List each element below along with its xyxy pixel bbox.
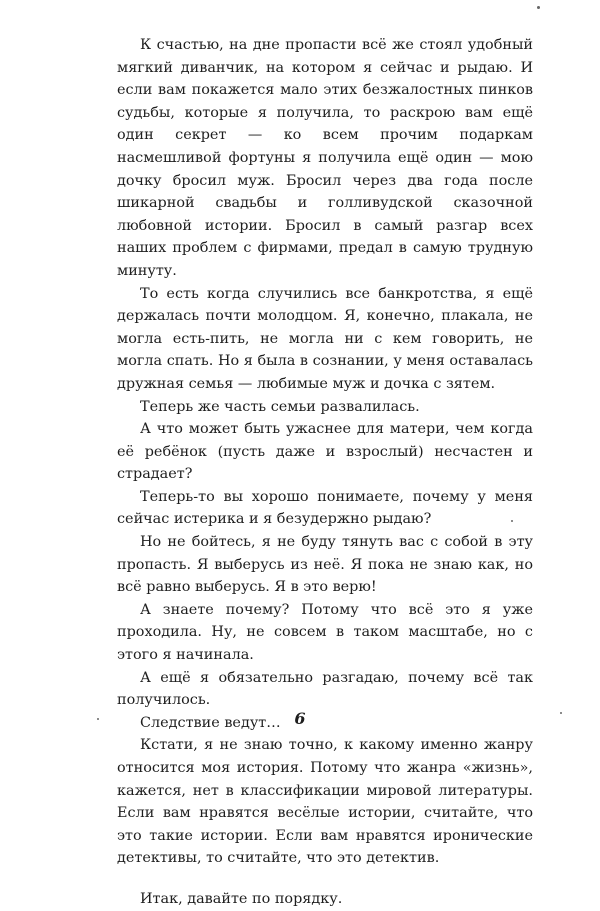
paragraph: Теперь же часть семьи развалилась. — [140, 398, 420, 415]
paragraph: Кстати, я не знаю точно, к какому именно жанру относится моя история. Потому что жанра «жизнь», кажется, нет в классификации мировой литературы. Если вам нравятся весёлые истории, считайте, что это такие истории. Если вам нравятся иронические детективы, то считайте, что это детектив. — [117, 737, 533, 867]
body-text — [117, 34, 533, 911]
paragraph: Следствие ведут… — [140, 714, 281, 731]
scan-speck — [560, 712, 562, 714]
scan-speck — [97, 718, 99, 720]
page-number: 6 — [294, 709, 306, 728]
paragraph: Но не бойтесь, я не буду тянуть вас с собой в эту пропасть. Я выберусь из неё. Я пока не знаю как, но всё равно выберусь. Я в это верю! — [117, 534, 533, 596]
paragraph: А знаете почему? Потому что всё это я уже проходила. Ну, не совсем в таком масштабе, но с этого я начинала. — [117, 601, 533, 664]
paragraph: К счастью, на дне пропасти всё же стоял удобный мягкий диванчик, на котором я сейчас и рыдаю. И если вам покажется мало этих безжалостных пинков судьбы, которые я получила, то раскрою вам ещё один секрет — ко всем прочим подаркам насмешливой фортуны я получила ещё один — мою дочку бросил муж. Бросил через два года после шикарной свадьбы и голливудской сказочной любовной истории. Бросил в самый разгар всех наших проблем с фирмами, предал в самую трудную минуту. — [117, 37, 533, 279]
paragraph: А что может быть ужаснее для матери, чем когда её ребёнок (пусть даже и взрослый) несчастен и страдает? — [117, 421, 533, 483]
paragraph: А ещё я обязательно разгадаю, почему всё так получилось. — [117, 669, 533, 709]
closing-paragraph: Итак, давайте по порядку. — [140, 890, 343, 907]
paragraph: То есть когда случились все банкротства, я ещё держалась почти молодцом. Я, конечно, плакала, не могла есть-пить, не могла ни с кем говорить, не могла спать. Но я была в сознании, у меня оставалась дружная семья — любимые муж и дочка с зятем. — [117, 285, 533, 392]
scan-speck — [511, 520, 513, 522]
paragraph: Теперь-то вы хорошо понимаете, почему у меня сейчас истерика и я безудержно рыдаю? — [117, 488, 533, 528]
scan-speck — [537, 6, 540, 9]
